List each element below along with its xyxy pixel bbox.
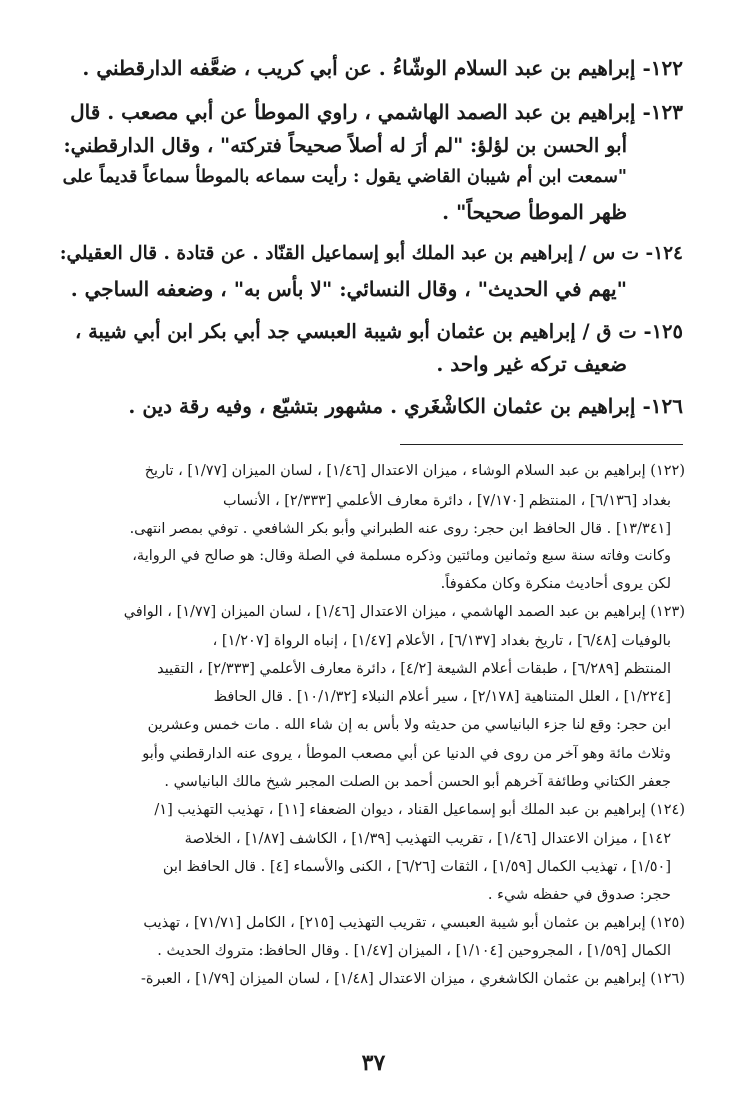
entry-line: ١٢٥- ت ق / إبراهيم بن عثمان أبو شيبة العبسي جد أبي بكر ابن أبي شيبة ، [74, 320, 683, 343]
entry-line: ١٢٢- إبراهيم بن عبد السلام الوشّاءُ . عن أبي كريب ، ضعَّفه الدارقطني . [82, 56, 683, 80]
entry-line: ١٢٦- إبراهيم بن عثمان الكاشْغَري . مشهور بتشيّع ، وفيه رقة دين . [128, 394, 683, 418]
footnote-separator [400, 444, 683, 445]
footnote-line: بغداد [٦/١٣٦] ، المنتظم [٧/١٧٠] ، دائرة معارف الأعلمي [٢/٣٣٣] ، الأنساب [223, 493, 671, 509]
entry-line: ١٢٣- إبراهيم بن عبد الصمد الهاشمي ، راوي الموطأ عن أبي مصعب . قال [70, 100, 683, 124]
entry-line: "سمعت ابن أم شيبان القاضي يقول : رأيت سماعه بالموطأ سماعاً قديماً على [62, 167, 627, 187]
footnote-line: [١/٢٢٤] ، العلل المتناهية [٢/١٧٨] ، سير أعلام النبلاء [١٠/١/٣٢] . قال الحافظ [213, 689, 671, 705]
footnote-line: وكانت وفاته سنة سبع وثمانين ومائتين وذكره مسلمة في الصلة وقال: هو صالح في الرواية، [132, 548, 671, 564]
footnote-line: جعفر الكتاني وطائفة آخرهم أبو الحسن أحمد بن الصلت المجبر شيخ مالك البانياسي . [164, 774, 671, 790]
footnote-line: [١٣/٣٤١] . قال الحافظ ابن حجر: روى عنه الطبراني وأبو بكر الشافعي . توفي بمصر انتهى. [129, 521, 671, 537]
entry-line: ضعيف تركه غير واحد . [436, 352, 627, 376]
footnote-line: [١/٥٠] ، تهذيب الكمال [١/٥٩] ، الثقات [٦/٢٦] ، الكنى والأسماء [٤] . قال الحافظ ابن [162, 859, 671, 875]
footnote-line: (١٢٢) إبراهيم بن عبد السلام الوشاء ، ميزان الاعتدال [١/٤٦] ، لسان الميزان [١/٧٧] ، تاريخ [144, 463, 685, 479]
footnote-line: وثلاث مائة وهو آخر من روى في الدنيا عن أبي مصعب الموطأ ، يروى عنه الدارقطني وأبو [142, 746, 671, 762]
footnote-line: لكن يروى أحاديث منكرة وكان مكفوفاً. [440, 576, 671, 592]
entry-line: "يهم في الحديث" ، وقال النسائي: "لا بأس به" ، وضعفه الساجي . [70, 277, 627, 301]
footnote-line: (١٢٣) إبراهيم بن عبد الصمد الهاشمي ، ميزان الاعتدال [١/٤٦] ، لسان الميزان [١/٧٧] ، الوافي [123, 604, 685, 620]
footnote-line: حجر: صدوق في حفظه شيء . [487, 887, 671, 903]
footnote-line: (١٢٦) إبراهيم بن عثمان الكاشغري ، ميزان الاعتدال [١/٤٨] ، لسان الميزان [١/٧٩] ، العبرة- [140, 971, 685, 987]
entry-line: ظهر الموطأ صحيحاً" . [442, 200, 627, 224]
footnote-line: (١٢٤) إبراهيم بن عبد الملك أبو إسماعيل القناد ، ديوان الضعفاء [١١] ، تهذيب التهذيب [١/ [154, 802, 685, 818]
entry-line: ١٢٤- ت س / إبراهيم بن عبد الملك أبو إسماعيل القنّاد . عن قتادة . قال العقيلي: [59, 243, 683, 264]
footnote-line: ١٤٢] ، ميزان الاعتدال [١/٤٦] ، تقريب التهذيب [١/٣٩] ، الكاشف [١/٨٧] ، الخلاصة [184, 831, 671, 847]
footnote-line: (١٢٥) إبراهيم بن عثمان أبو شيبة العبسي ، تقريب التهذيب [٢١٥] ، الكامل [٧١/٧١] ، تهذيب [143, 915, 685, 931]
page-number: ٣٧ [361, 1050, 386, 1076]
footnote-line: ابن حجر: وقع لنا جزء البانياسي من حديثه ولا بأس به إن شاء الله . مات خمس وعشرين [147, 717, 671, 733]
footnote-line: بالوفيات [٦/٤٨] ، تاريخ بغداد [٦/١٣٧] ، الأعلام [١/٤٧] ، إنباه الرواة [١/٢٠٧] ، [212, 633, 671, 649]
footnote-line: المنتظم [٦/٢٨٩] ، طبقات أعلام الشيعة [٤/٢] ، دائرة معارف الأعلمي [٢/٣٣٣] ، التقييد [157, 661, 671, 677]
footnote-line: الكمال [١/٥٩] ، المجروحين [١/١٠٤] ، الميزان [١/٤٧] . وقال الحافظ: متروك الحديث . [157, 943, 671, 959]
entry-line: أبو الحسن بن لؤلؤ: "لم أرَ له أصلاً صحيحاً فتركته" ، وقال الدارقطني: [63, 134, 627, 157]
